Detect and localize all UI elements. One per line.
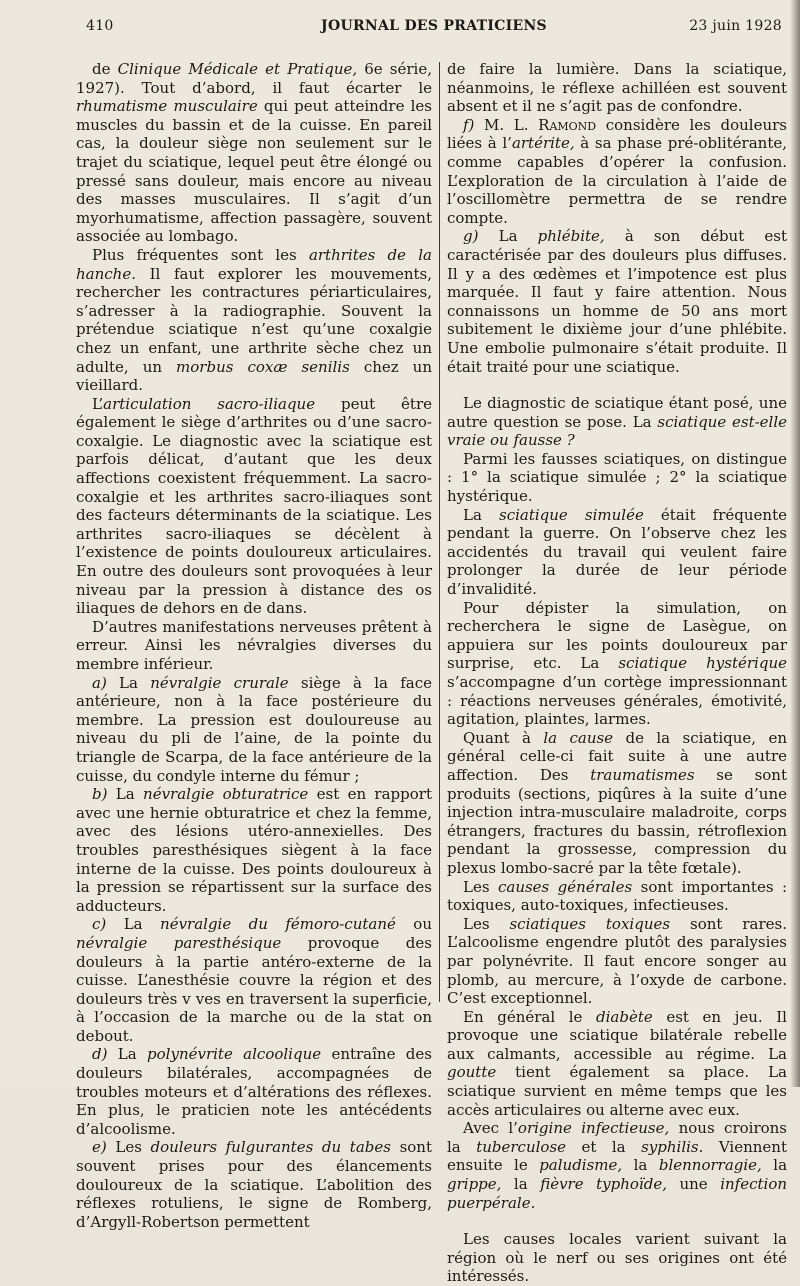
paragraph [76, 395, 432, 618]
text-run: M. L. [474, 115, 539, 134]
text-run: tient également sa place. La sciatique survient en même temps que les accès articulaires ou alterne avec eux. [447, 1063, 787, 1119]
italic-text: traumatismes [590, 765, 695, 784]
text-run: et la [566, 1137, 642, 1156]
italic-text: d) [92, 1045, 108, 1064]
paragraph [447, 60, 787, 116]
italic-text: phlébite, [537, 227, 605, 246]
paragraph [76, 915, 432, 1045]
text-run: qui peut atteindre les muscles du bassin et de la cuisse. En pareil cas, la douleur siège non seulement sur le trajet du sciatique, lequel peut être élongé ou pressé sans douleur, mais encore au niveau des masses musculaires. Il s’agit d’un myorhumatisme, affection passagère, souvent associée au lombago. [76, 97, 433, 246]
italic-text: névralgie paresthésique [76, 933, 282, 952]
italic-text: sciatiques toxiques [509, 914, 671, 933]
text-run: Il faut explorer les mouvements, rechercher les contractures périarticulaires, s’adresser à la radiographie. Souvent la prétendue sciatique n’est qu’une coxalgie chez un enfant, une arthrite sèche chez un adulte, un [76, 264, 432, 376]
italic-text: b) [92, 785, 108, 804]
text-run: Le diagnostic de sciatique étant posé, une autre question se pose. La [447, 394, 787, 431]
text-run: Parmi les fausses sciatiques, on distingue : 1° la sciatique simulée ; 2° la sciatique hystérique. [447, 449, 787, 506]
text-run: La [463, 505, 499, 524]
italic-text: arthrites de la hanche. [76, 245, 432, 283]
text-run: Quant à [463, 728, 544, 747]
text-run: Les [463, 914, 510, 933]
text-run: de [92, 60, 118, 78]
text-run: sont souvent prises pour des élancements douloureux de la sciatique. L’abolition des réflexes rotuliens, le signe de Romberg, d’Argyll-Robertson permettent [76, 1138, 432, 1231]
italic-text: origine infectieuse, [517, 1119, 670, 1138]
text-run: considère les douleurs liées à l’ [447, 115, 787, 153]
journal-title: JOURNAL DES PRATICIENS [321, 18, 547, 34]
italic-text: infection puerpérale. [447, 1175, 788, 1212]
paragraph [447, 599, 787, 729]
italic-text: syphilis. [641, 1137, 704, 1156]
paragraph [76, 618, 432, 674]
text-run: chez un vieillard. [76, 357, 432, 395]
paragraph [447, 729, 787, 878]
paragraph [76, 1138, 432, 1231]
text-run: une [666, 1175, 721, 1194]
text-run: ou [395, 915, 432, 934]
paragraph [76, 674, 432, 786]
text-run: à sa phase pré-oblitérante, comme capables d’opérer la confusion. L’exploration de la circulation à l’aide de l’oscillomètre permettra de se rendre compte. [447, 134, 788, 227]
italic-text: sciatique simulée [499, 505, 644, 524]
italic-text: rhumatisme musculaire [76, 97, 258, 116]
italic-text: la cause [543, 728, 614, 747]
text-run: 6e série, 1927). Tout d’abord, il faut écarter le [76, 60, 432, 97]
paragraph [447, 227, 787, 376]
text-run: Pour dépister la simulation, on recherchera le signe de Lasègue, on appuiera sur les points douloureux par surprise, etc. La [447, 598, 787, 673]
italic-text: diabète [596, 1007, 653, 1026]
text-run: se sont produits (sections, piqûres à la suite d’une injection intra-musculaire maladroite, corps étrangers, fractures du bassin, rétroflexion pendant la grossesse, compression du plexus lombo-sacré par la tête fœtale). [447, 765, 787, 877]
text-run: Avec l’ [463, 1119, 518, 1138]
text-run: L’ [92, 394, 104, 413]
text-run: La [478, 227, 538, 246]
italic-text: paludisme, [539, 1156, 623, 1175]
page-number: 410 [86, 18, 114, 34]
paragraph [76, 1045, 432, 1138]
italic-text: névralgie obturatrice [143, 785, 309, 804]
column-divider [439, 62, 440, 1002]
paragraph [76, 246, 432, 395]
text-run: peut être également le siège d’arthrites ou d’une sacro-coxalgie. Le diagnostic avec la sciatique est parfois délicat, d’autant que les deux affections coexistent fréquemment. La sacro-coxalgie et les arthrites sacro-iliaques sont des facteurs déterminants de la sciatique. Les arthrites sacro-iliaques se décèlent à l’existence de points douloureux articulaires. En outre des douleurs sont provoquées à leur niveau par la pression à distance des os iliaques de dehors en de dans. [76, 394, 433, 618]
italic-text: névralgie crurale [150, 673, 289, 692]
paragraph [447, 450, 787, 506]
italic-text: Clinique Médicale et Pratique, [117, 60, 358, 78]
italic-text: tuberculose [476, 1137, 567, 1156]
text-run: nous croirons la [447, 1119, 787, 1156]
italic-text: c) [92, 915, 107, 934]
text-run: est en rapport avec une hernie obturatrice et chez la femme, avec des lésions utéro-annexielles. Des troubles paresthésiques siègent à la face interne de la cuisse. Des points douloureux à la pression se répartissent sur la surface des adducteurs. [76, 785, 432, 915]
text-run: En général le [463, 1007, 597, 1026]
text-run: la [761, 1156, 788, 1175]
italic-text: polynévrite alcoolique [147, 1045, 322, 1064]
text-run: s’accompagne d’un cortège impressionnant : réactions nerveuses générales, émotivité, agitation, plaintes, larmes. [447, 673, 787, 729]
paragraph [447, 1230, 787, 1286]
italic-text: blennorragie, [658, 1156, 762, 1175]
italic-text: e) [92, 1138, 107, 1157]
text-run: de faire la lumière. Dans la sciatique, néanmoins, le réflexe achilléen est souvent absent et il ne s’agit pas de confondre. [447, 60, 787, 116]
text-run: la [501, 1175, 541, 1194]
italic-text: sciatique hystérique [618, 654, 787, 673]
text-run: Ramond [538, 115, 597, 134]
paragraph [447, 394, 787, 450]
left-text-column [76, 60, 432, 1231]
text-run: Les [463, 877, 498, 896]
text-run: provoque des douleurs à la partie antéro-externe de la cuisse. L’anesthésie couvre la région et des douleurs très v ves en traversent la superficie, à l’occasion de la marche ou de la stat on debout. [76, 933, 432, 1045]
paragraph [447, 1119, 787, 1212]
text-run: La [106, 915, 161, 934]
paragraph [76, 60, 432, 246]
italic-text: a) [92, 673, 107, 692]
italic-text: f) [463, 115, 475, 134]
text-run: siège à la face antérieure, non à la face postérieure du membre. La pression est douloureuse au niveau du pli de l’aine, de la pointe du triangle de Scarpa, de la face antérieure de la cuisse, du condyle interne du fémur ; [76, 673, 432, 785]
italic-text: articulation sacro-iliaque [103, 394, 316, 413]
italic-text: fièvre typhoïde, [540, 1175, 667, 1194]
text-run: sont importantes : toxiques, auto-toxiques, infectieuses. [447, 877, 787, 915]
italic-text: douleurs fulgurantes du tabes [150, 1138, 391, 1157]
paragraph [76, 785, 432, 915]
text-run: Les causes locales varient suivant la région où le nerf ou ses origines ont été intéressés. [447, 1230, 787, 1286]
text-run: Les [106, 1138, 151, 1157]
text-run: à son début est caractérisée par des douleurs plus diffuses. Il y a des œdèmes et l’impotence est plus marquée. Il faut y faire attention. Nous connaissons un homme de 50 ans mort subitement le dixième jour d’une phlébite. Une embolie pulmonaire s’était produite. Il était traité pour une sciatique. [447, 227, 787, 376]
page-header [86, 18, 782, 42]
text-run: de la sciatique, en général celle-ci fait suite à une autre affection. Des [447, 728, 788, 784]
italic-text: névralgie du fémoro-cutané [160, 915, 396, 934]
text-run: La [107, 785, 144, 804]
right-text-column [447, 60, 787, 1286]
italic-text: goutte [447, 1063, 497, 1082]
text-run: D’autres manifestations nerveuses prêtent à erreur. Ainsi les névralgies diverses du membre inférieur. [76, 617, 432, 673]
paragraph [447, 915, 787, 1008]
paragraph [447, 878, 787, 915]
text-run: La [107, 1045, 148, 1064]
text-run: est en jeu. Il provoque une sciatique bilatérale rebelle aux calmants, accessible au régime. La [447, 1007, 787, 1063]
italic-text: artérite, [511, 134, 575, 153]
text-run: Plus fréquentes sont les [92, 245, 309, 264]
text-run: entraîne des douleurs bilatérales, accompagnées de troubles moteurs et d’altérations des réflexes. En plus, le praticien note les antécédents d’alcoolisme. [76, 1045, 432, 1138]
italic-text: g) [463, 227, 479, 246]
text-run: était fréquente pendant la guerre. On l’observe chez les accidentés du travail qui veulent faire prolonger la durée de leur période d’invalidité. [447, 505, 787, 599]
paragraph [447, 116, 787, 228]
text-run: Viennent ensuite le [447, 1137, 787, 1175]
paragraph [447, 506, 787, 599]
text-run: La [106, 673, 151, 692]
text-run: la [622, 1156, 659, 1175]
italic-text: causes générales [497, 877, 633, 896]
italic-text: grippe, [447, 1175, 502, 1194]
italic-text: sciatique est-elle vraie ou fausse ? [447, 412, 788, 450]
paragraph [447, 1008, 787, 1120]
italic-text: morbus coxæ senilis [176, 357, 350, 376]
issue-date: 23 juin 1928 [689, 18, 782, 34]
text-run: sont rares. L’alcoolisme engendre plutôt des paralysies par polynévrite. Il faut encore songer au plomb, au mercure, à l’oxyde de carbone. C’est exceptionnel. [447, 914, 787, 1008]
